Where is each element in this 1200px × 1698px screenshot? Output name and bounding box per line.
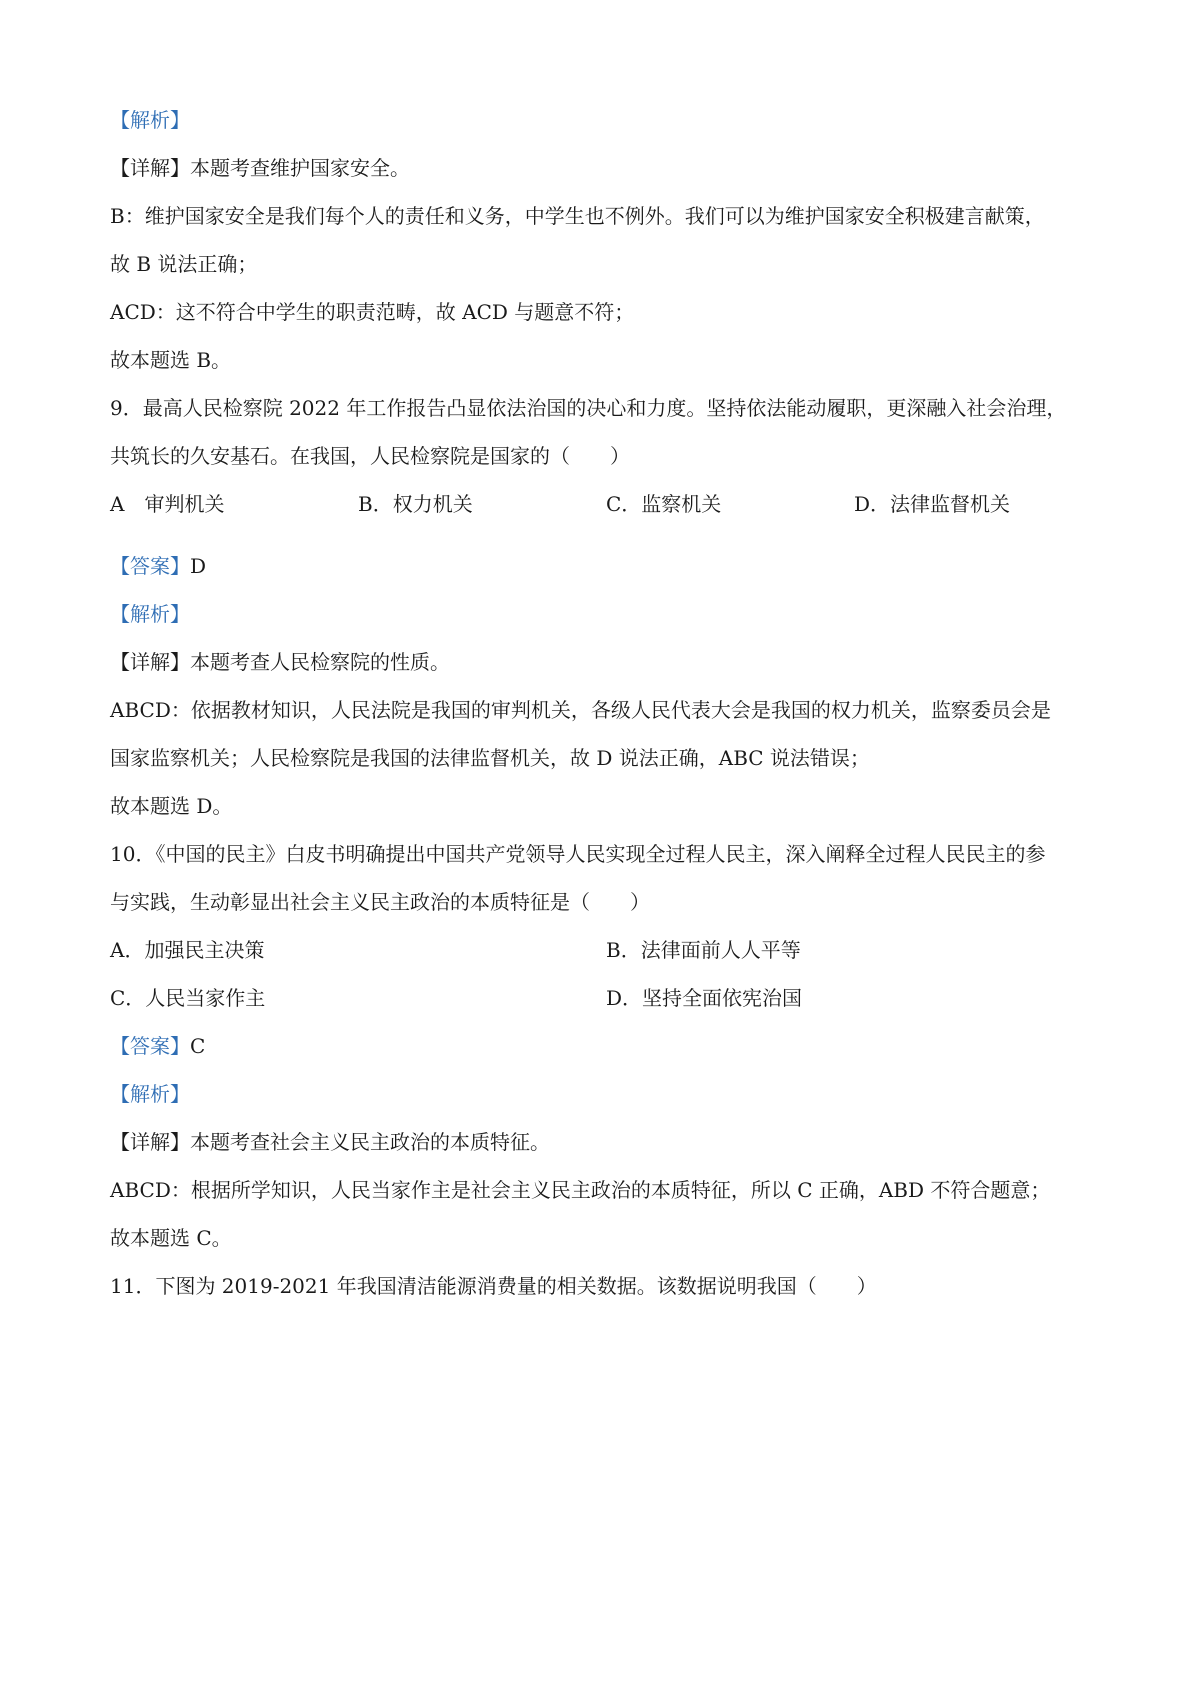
q9-answer-line bbox=[110, 542, 1110, 590]
q10-option-c: C．人民当家作主 bbox=[110, 986, 266, 1010]
q9-explanation-line-1: ABCD：依据教材知识，人民法院是我国的审判机关，各级人民代表大会是我国的权力机关，监察委员会是 bbox=[110, 698, 1051, 722]
q10-detail-line bbox=[110, 1118, 1110, 1166]
q8-analysis-label: 【解析】 bbox=[110, 108, 190, 132]
q8-detail-text: 本题考查维护国家安全。 bbox=[190, 156, 410, 180]
q10-option-b: B．法律面前人人平等 bbox=[606, 938, 801, 962]
q8-explanation-b-line-1: B：维护国家安全是我们每个人的责任和义务，中学生也不例外。我们可以为维护国家安全积极建言献策， bbox=[110, 204, 1045, 228]
q8-explanation-b-line-2: 故 B 说法正确； bbox=[110, 252, 258, 276]
q11-stem-line-1: 11．下图为 2019-2021 年我国清洁能源消费量的相关数据。该数据说明我国（ ） bbox=[110, 1274, 877, 1298]
q9-stem-line-1: 9．最高人民检察院 2022 年工作报告凸显依法治国的决心和力度。坚持依法能动履职，更深融入社会治理， bbox=[110, 396, 1067, 420]
q9-options bbox=[110, 480, 1110, 528]
q9-option-c: C．监察机关 bbox=[606, 492, 722, 516]
q10-options-row-2 bbox=[110, 974, 1110, 1022]
q9-answer-label: 【答案】 bbox=[110, 554, 190, 578]
q9-analysis-label: 【解析】 bbox=[110, 602, 190, 626]
q9-detail-text: 本题考查人民检察院的性质。 bbox=[190, 650, 450, 674]
q10-answer-line bbox=[110, 1022, 1110, 1070]
q10-detail-label: 【详解】 bbox=[110, 1130, 190, 1154]
q10-options-row-1 bbox=[110, 926, 1110, 974]
q9-answer-value: D bbox=[190, 554, 207, 578]
q9-stem-line-2: 共筑长的久安基石。在我国，人民检察院是国家的（ ） bbox=[110, 444, 630, 468]
q10-conclusion: 故本题选 C。 bbox=[110, 1226, 232, 1250]
q8-conclusion: 故本题选 B。 bbox=[110, 348, 232, 372]
q10-answer-value: C bbox=[190, 1034, 206, 1058]
q10-stem-line-2: 与实践，生动彰显出社会主义民主政治的本质特征是（ ） bbox=[110, 890, 650, 914]
q10-stem-line-1: 10．《中国的民主》白皮书明确提出中国共产党领导人民实现全过程人民主，深入阐释全过程人民民主的参 bbox=[110, 842, 1046, 866]
q9-option-a: A 审判机关 bbox=[110, 492, 225, 516]
q9-explanation-line-2: 国家监察机关；人民检察院是我国的法律监督机关，故 D 说法正确，ABC 说法错误； bbox=[110, 746, 870, 770]
q10-explanation-line-1: ABCD：根据所学知识，人民当家作主是社会主义民主政治的本质特征，所以 C 正确，ABD 不符合题意； bbox=[110, 1178, 1051, 1202]
q9-detail-line bbox=[110, 638, 1110, 686]
q10-option-d: D．坚持全面依宪治国 bbox=[606, 986, 803, 1010]
q8-detail-label: 【详解】 bbox=[110, 156, 190, 180]
q8-explanation-acd: ACD：这不符合中学生的职责范畴，故 ACD 与题意不符； bbox=[110, 300, 635, 324]
q10-detail-text: 本题考查社会主义民主政治的本质特征。 bbox=[190, 1130, 550, 1154]
q10-option-a: A．加强民主决策 bbox=[110, 938, 265, 962]
q9-option-b: B．权力机关 bbox=[358, 492, 473, 516]
q8-detail-line bbox=[110, 144, 1110, 192]
q9-option-d: D．法律监督机关 bbox=[854, 492, 1011, 516]
q10-answer-label: 【答案】 bbox=[110, 1034, 190, 1058]
q9-conclusion: 故本题选 D。 bbox=[110, 794, 233, 818]
q9-detail-label: 【详解】 bbox=[110, 650, 190, 674]
document-page bbox=[110, 96, 1110, 1310]
q10-analysis-label: 【解析】 bbox=[110, 1082, 190, 1106]
